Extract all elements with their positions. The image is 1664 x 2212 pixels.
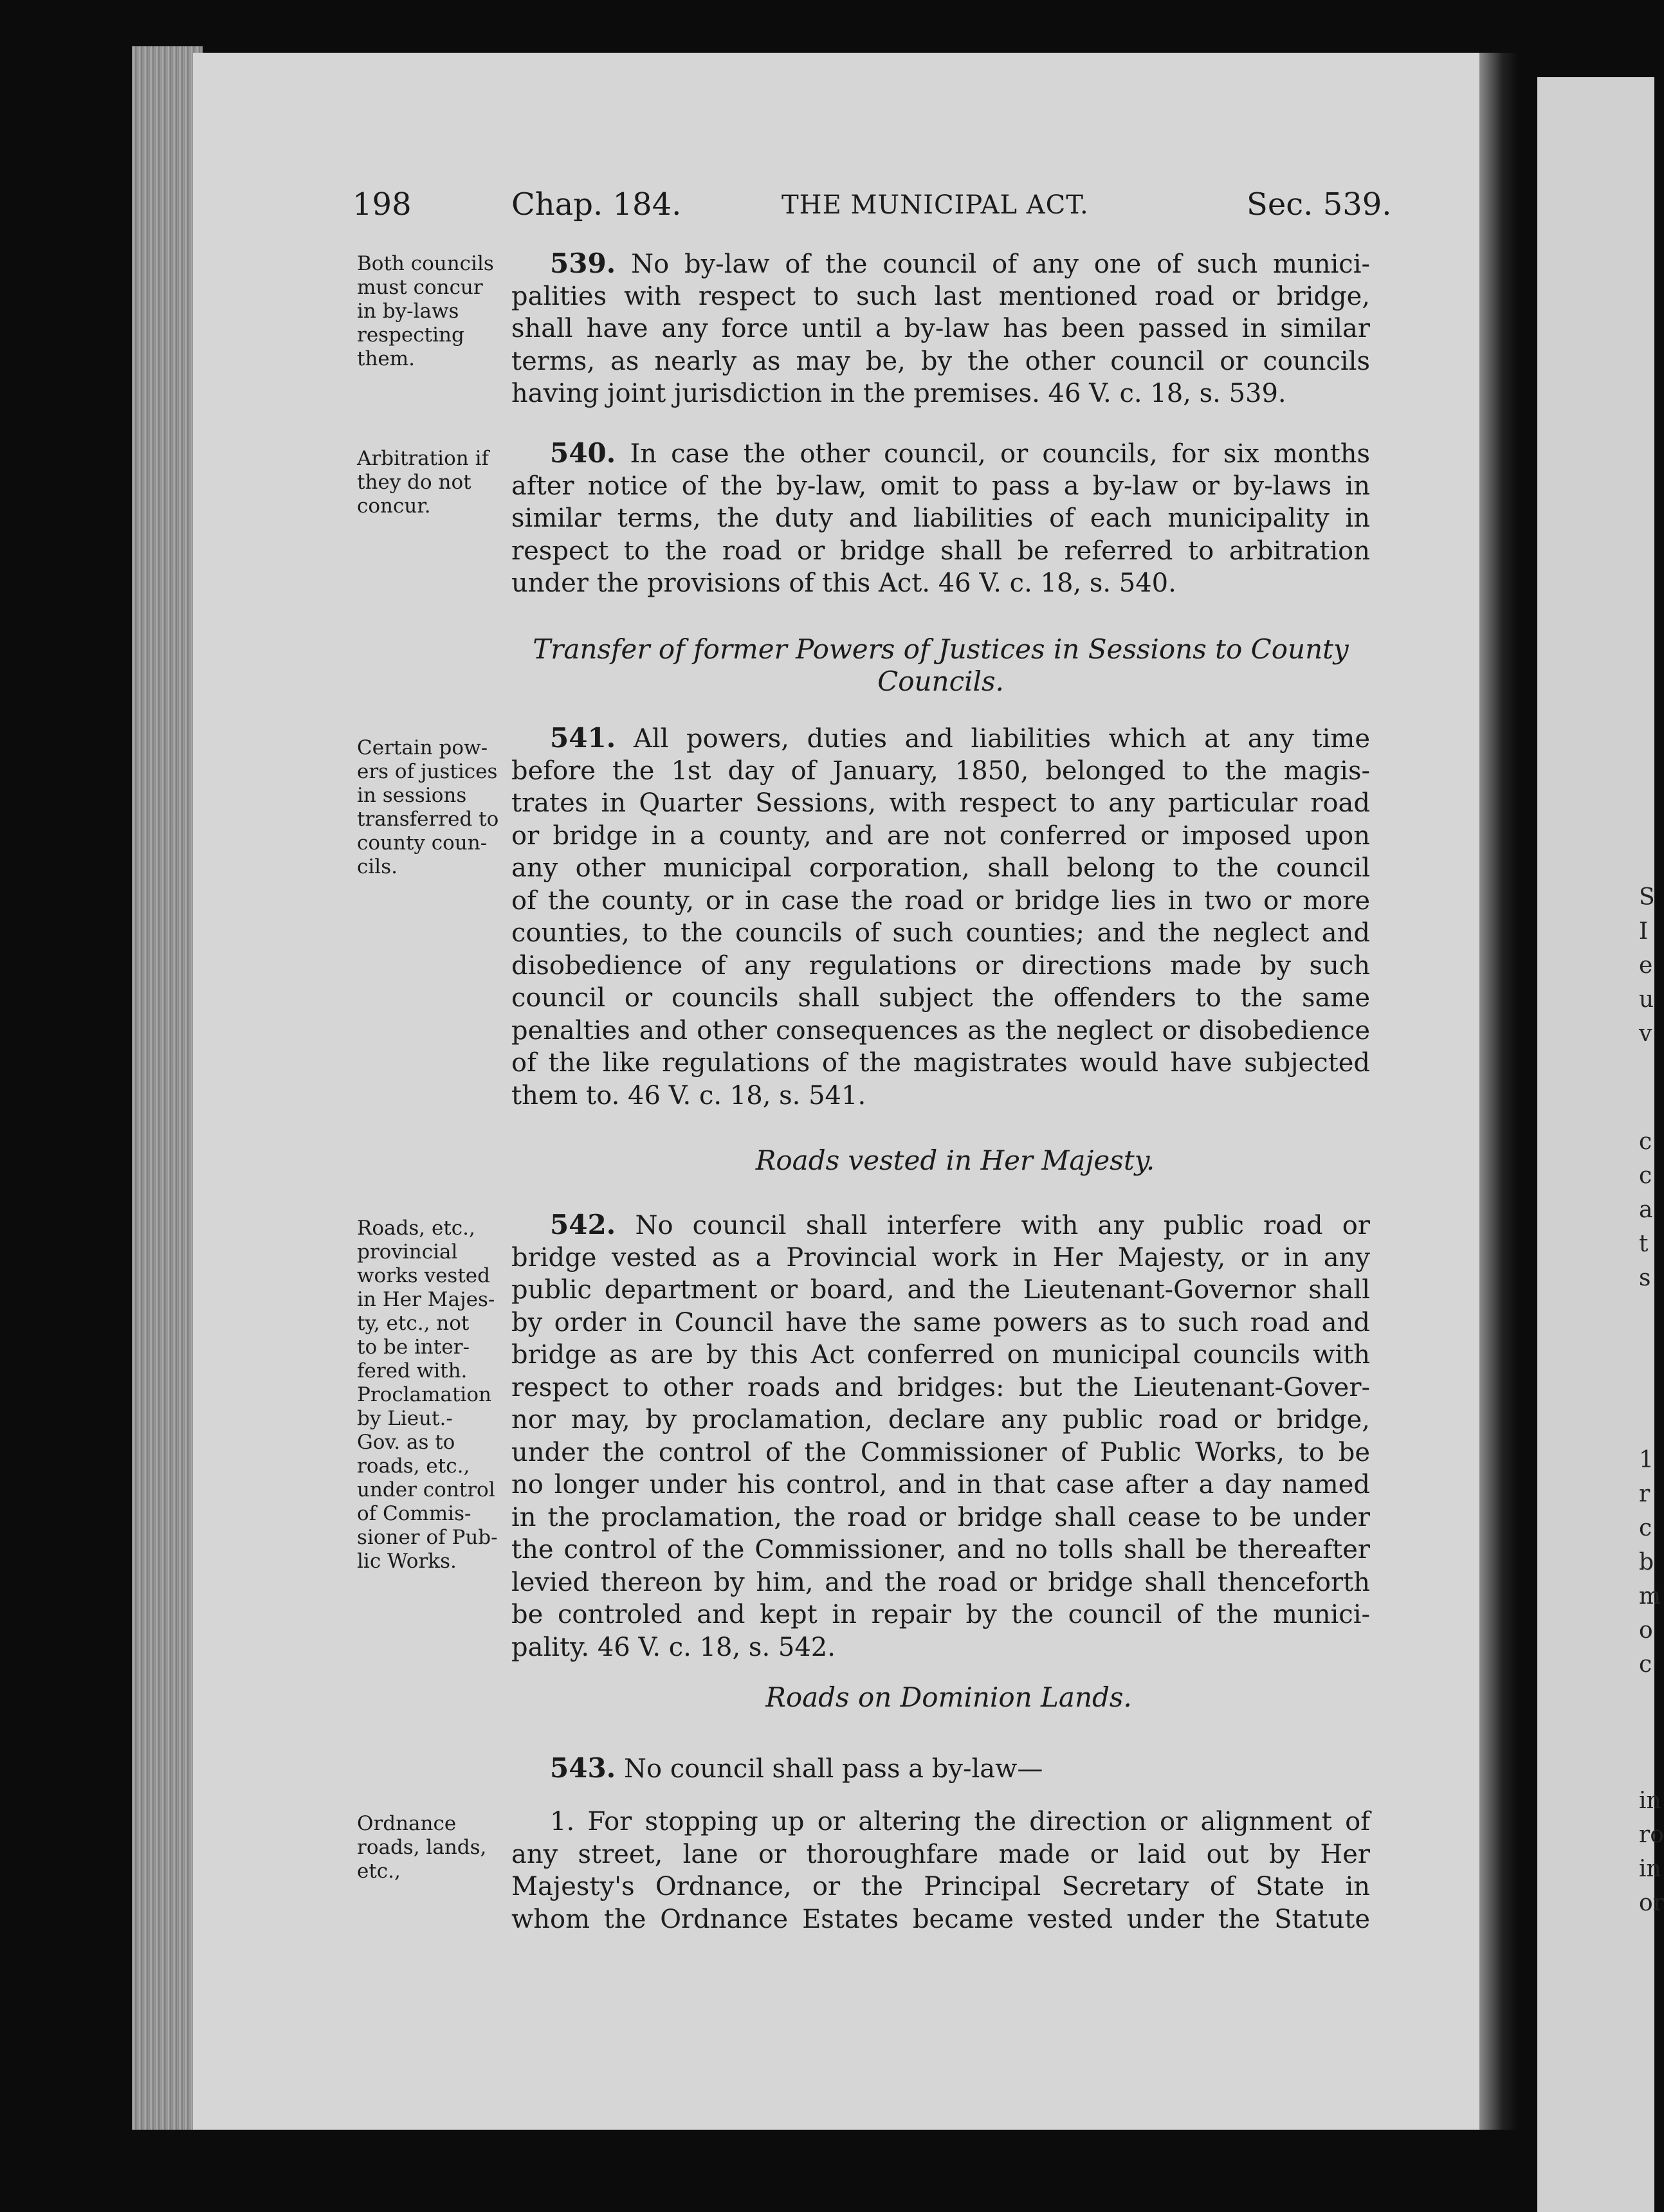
section-543-intro	[511, 1752, 1370, 1785]
side-note-line: of Commis-	[357, 1502, 471, 1525]
heading-dominion-lands	[743, 1682, 1155, 1714]
section-number: 541.	[550, 722, 616, 754]
facing-page-fragment: t	[1639, 1231, 1649, 1257]
side-note-line: in Her Majes-	[357, 1288, 495, 1311]
facing-page-fragment: s	[1639, 1265, 1651, 1291]
section-number: 543.	[550, 1752, 616, 1784]
side-note-543	[357, 1812, 511, 1883]
side-note-line: Certain pow-	[357, 736, 488, 759]
section-line: pality. 46 V. c. 18, s. 542.	[511, 1632, 836, 1662]
side-note-line: Proclamation	[357, 1383, 491, 1406]
section-line: levied thereon by him, and the road or bridge shall thenceforth	[511, 1567, 1370, 1597]
side-note-542	[357, 1217, 511, 1573]
side-note-line: lic Works.	[357, 1550, 457, 1573]
facing-page-fragment: c	[1639, 1163, 1652, 1189]
section-541	[511, 722, 1370, 1112]
facing-page-fragment: v	[1639, 1020, 1652, 1047]
side-note-line: Roads, etc.,	[357, 1217, 475, 1240]
section-text: In case the other council, or councils, for six months	[630, 439, 1371, 469]
section-line: respect to the road or bridge shall be referred to arbitration	[511, 536, 1370, 566]
side-note-line: under control	[357, 1478, 495, 1501]
side-note-line: in sessions	[357, 784, 467, 807]
section-line: terms, as nearly as may be, by the other council or councils	[511, 346, 1370, 376]
section-540	[511, 437, 1370, 600]
heading-roads-vested	[736, 1145, 1174, 1177]
facing-page-fragment: b	[1639, 1549, 1654, 1575]
heading-line: Councils.	[877, 666, 1004, 697]
section-line: counties, to the councils of such counties; and the neglect and	[511, 918, 1370, 948]
facing-page-fragment: c	[1639, 1515, 1652, 1541]
section-line: under the control of the Commissioner of Public Works, to be	[511, 1437, 1370, 1467]
side-note-line: Gov. as to	[357, 1431, 455, 1454]
facing-page-fragment: u	[1639, 986, 1654, 1013]
section-line	[511, 722, 1370, 755]
facing-page-fragment: in	[1639, 1856, 1661, 1882]
section-line: or bridge in a county, and are not conferred or imposed upon	[511, 820, 1370, 851]
section-line: council or councils shall subject the offenders to the same	[511, 983, 1370, 1013]
section-line	[511, 1752, 1370, 1785]
section-line: any other municipal corporation, shall belong to the council	[511, 853, 1370, 883]
section-line: no longer under his control, and in that case after a day named	[511, 1470, 1370, 1500]
facing-page-fragment: in	[1639, 1788, 1661, 1814]
side-note-line: ty, etc., not	[357, 1312, 470, 1335]
section-line: respect to other roads and bridges: but the Lieutenant-Gover-	[511, 1372, 1370, 1402]
section-line	[511, 437, 1370, 470]
section-line	[511, 1209, 1370, 1242]
chapter-label: Chap. 184.	[511, 186, 682, 222]
side-note-line: by Lieut.-	[357, 1407, 453, 1430]
side-note-line: Both councils	[357, 252, 494, 275]
side-note-line: works vested	[357, 1264, 490, 1287]
section-line: before the 1st day of January, 1850, belonged to the magis-	[511, 756, 1370, 786]
side-note-line: them.	[357, 347, 416, 370]
heading-transfer-of-powers	[508, 633, 1373, 698]
section-line: penalties and other consequences as the neglect or disobedience	[511, 1015, 1370, 1046]
facing-page-fragment: o	[1639, 1617, 1653, 1644]
section-number: 542.	[550, 1209, 616, 1240]
section-line: whom the Ordnance Estates became vested under the Statute	[511, 1904, 1370, 1934]
facing-page-fragment: m	[1639, 1583, 1661, 1609]
section-line: by order in Council have the same powers as to such road and	[511, 1307, 1370, 1337]
facing-page-fragment: or	[1639, 1890, 1664, 1916]
heading-line: Roads vested in Her Majesty.	[755, 1145, 1155, 1176]
section-line: in the proclamation, the road or bridge shall cease to be under	[511, 1502, 1370, 1532]
section-line: having joint jurisdiction in the premises. 46 V. c. 18, s. 539.	[511, 379, 1286, 408]
section-line: trates in Quarter Sessions, with respect to any particular road	[511, 788, 1370, 818]
side-note-line: they do not	[357, 471, 471, 494]
section-line: the control of the Commissioner, and no tolls shall be thereafter	[511, 1535, 1370, 1564]
side-note-line: Ordnance	[357, 1812, 457, 1835]
side-note-line: respecting	[357, 323, 464, 347]
facing-page-fragment: a	[1639, 1197, 1653, 1223]
side-note-line: in by-laws	[357, 300, 459, 323]
section-line: be controled and kept in repair by the council of the munici-	[511, 1600, 1370, 1629]
side-note-line: etc.,	[357, 1860, 401, 1883]
book-gutter	[1479, 53, 1518, 2130]
section-text: No council shall interfere with any public road or	[635, 1211, 1371, 1240]
facing-page-fragment: c	[1639, 1129, 1652, 1155]
section-text: All powers, duties and liabilities which at any time	[633, 724, 1370, 754]
running-title: THE MUNICIPAL ACT.	[782, 190, 1089, 220]
facing-page-fragment: c	[1639, 1651, 1652, 1678]
side-note-line: fered with.	[357, 1359, 468, 1382]
facing-page-fragment: 1	[1639, 1447, 1654, 1473]
side-note-line: must concur	[357, 276, 483, 299]
section-line: bridge as are by this Act conferred on municipal councils with	[511, 1340, 1370, 1370]
section-line: shall have any force until a by-law has been passed in similar	[511, 314, 1370, 343]
side-note-line: roads, lands,	[357, 1836, 487, 1859]
side-note-line: roads, etc.,	[357, 1455, 470, 1478]
section-line: palities with respect to such last mentioned road or bridge,	[511, 281, 1370, 311]
heading-line: Transfer of former Powers of Justices in Sessions to County	[533, 633, 1349, 665]
section-number: 539.	[550, 248, 616, 279]
section-text: No council shall pass a by-law—	[624, 1754, 1043, 1784]
section-line	[511, 248, 1370, 280]
page-number: 198	[352, 186, 412, 222]
section-line: disobedience of any regulations or directions made by such	[511, 950, 1370, 981]
section-line: them to. 46 V. c. 18, s. 541.	[511, 1080, 866, 1111]
heading-line: Roads on Dominion Lands.	[765, 1682, 1132, 1713]
section-line: nor may, by proclamation, declare any public road or bridge,	[511, 1405, 1370, 1435]
page-edges	[132, 46, 203, 2130]
side-note-line: cils.	[357, 855, 398, 878]
side-note-line: to be inter-	[357, 1336, 470, 1359]
section-line: of the county, or in case the road or bridge lies in two or more	[511, 885, 1370, 916]
side-note-541	[357, 736, 511, 879]
section-reference: Sec. 539.	[1247, 186, 1392, 222]
section-543	[511, 1806, 1370, 1936]
side-note-line: ers of justices	[357, 760, 498, 783]
section-number: 540.	[550, 437, 616, 469]
section-line: of the like regulations of the magistrates would have subjected	[511, 1048, 1370, 1078]
side-note-line: provincial	[357, 1240, 458, 1264]
section-line: Majesty's Ordnance, or the Principal Secretary of State in	[511, 1872, 1370, 1901]
side-note-line: county coun-	[357, 831, 488, 855]
side-note-line: Arbitration if	[357, 447, 489, 470]
section-line: public department or board, and the Lieutenant-Governor shall	[511, 1275, 1370, 1305]
facing-page-fragment: ro	[1639, 1822, 1664, 1848]
facing-page-fragment: I	[1639, 918, 1649, 945]
section-542	[511, 1209, 1370, 1664]
facing-page-fragment: e	[1639, 952, 1653, 979]
side-note-540	[357, 447, 511, 518]
side-note-line: sioner of Pub-	[357, 1526, 498, 1549]
facing-page-fragment: r	[1639, 1481, 1650, 1507]
section-line: any street, lane or thoroughfare made or laid out by Her	[511, 1839, 1370, 1869]
section-539	[511, 248, 1370, 410]
side-note-539	[357, 252, 511, 371]
section-text: 1. For stopping up or altering the direction or alignment of	[550, 1807, 1370, 1836]
section-line	[511, 1806, 1370, 1838]
side-note-line: transferred to	[357, 808, 499, 831]
side-note-line: concur.	[357, 494, 431, 518]
facing-page	[1537, 77, 1654, 2212]
section-line: bridge vested as a Provincial work in Her Majesty, or in any	[511, 1242, 1370, 1273]
section-text: No by-law of the council of any one of such munici-	[631, 249, 1370, 279]
section-line: after notice of the by-law, omit to pass a by-law or by-laws in	[511, 471, 1370, 501]
section-line: similar terms, the duty and liabilities of each municipality in	[511, 503, 1370, 533]
facing-page-fragment: S	[1639, 884, 1655, 911]
section-line: under the provisions of this Act. 46 V. c. 18, s. 540.	[511, 568, 1176, 598]
